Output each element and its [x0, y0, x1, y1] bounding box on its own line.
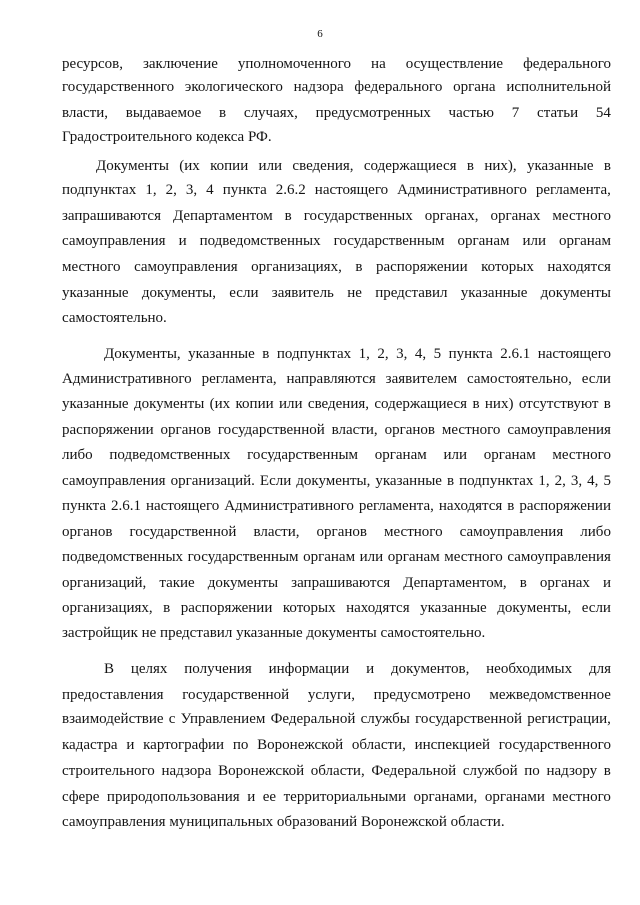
text-line: подпунктах 1, 2, 3, 4 пункта 2.6.2 настоящего Административного регламента, [62, 182, 611, 198]
text-line: самостоятельно. [62, 310, 167, 326]
text-line: запрашиваются Департаментом в государственных органах, органах местного [62, 208, 611, 224]
text-line: организаций, такие документы запрашиваются Департаментом, в органах и [62, 575, 611, 591]
text-line: застройщик не представил указанные документы самостоятельно. [62, 625, 486, 641]
text-line: самоуправления организаций. Если документы, указанные в подпунктах 1, 2, 3, 4, 5 [62, 473, 611, 489]
text-line: Административного регламента, направляются заявителем самостоятельно, если [62, 371, 611, 387]
text-line: либо подведомственных государственным органам или органам местного [62, 447, 611, 463]
text-line: распоряжении органов государственной власти, органов местного самоуправления [62, 422, 611, 438]
text-line: организациях, в распоряжении которых находятся указанные документы, если [62, 600, 611, 616]
text-line: Градостроительного кодекса РФ. [62, 129, 272, 145]
text-line: указанные документы (их копии или сведения, содержащиеся в них) отсутствуют в [62, 396, 611, 412]
text-line: В целях получения информации и документов, необходимых для [104, 661, 611, 677]
text-line: предоставления государственной услуги, предусмотрено межведомственное [62, 687, 611, 703]
text-line: власти, выдаваемое в случаях, предусмотренных частью 7 статьи 54 [62, 105, 611, 121]
text-line: сфере природопользования и ее территориальными органами, органами местного [62, 789, 611, 805]
text-line: кадастра и картографии по Воронежской области, инспекцией государственного [62, 737, 611, 753]
text-line: подведомственных государственным органам или органам местного самоуправления [62, 549, 611, 565]
text-line: органов государственной власти, органов местного самоуправления либо [62, 524, 611, 540]
text-line: указанные документы, если заявитель не представил указанные документы [62, 285, 611, 301]
text-line: местного самоуправления организациях, в распоряжении которых находятся [62, 259, 611, 275]
text-line: самоуправления и подведомственных государственным органам или органам [62, 233, 611, 249]
text-line: самоуправления муниципальных образований Воронежской области. [62, 814, 505, 830]
text-line: государственного экологического надзора федерального органа исполнительной [62, 79, 611, 95]
page-number: 6 [317, 28, 323, 40]
text-line: Документы (их копии или сведения, содержащиеся в них), указанные в [96, 158, 611, 174]
text-line: ресурсов, заключение уполномоченного на осуществление федерального [62, 56, 611, 72]
text-line: Документы, указанные в подпунктах 1, 2, 3, 4, 5 пункта 2.6.1 настоящего [104, 346, 611, 362]
text-line: пункта 2.6.1 настоящего Административного регламента, находятся в распоряжении [62, 498, 611, 514]
text-line: строительного надзора Воронежской области, Федеральной службой по надзору в [62, 763, 611, 779]
text-line: взаимодействие с Управлением Федеральной службы государственной регистрации, [62, 711, 611, 727]
